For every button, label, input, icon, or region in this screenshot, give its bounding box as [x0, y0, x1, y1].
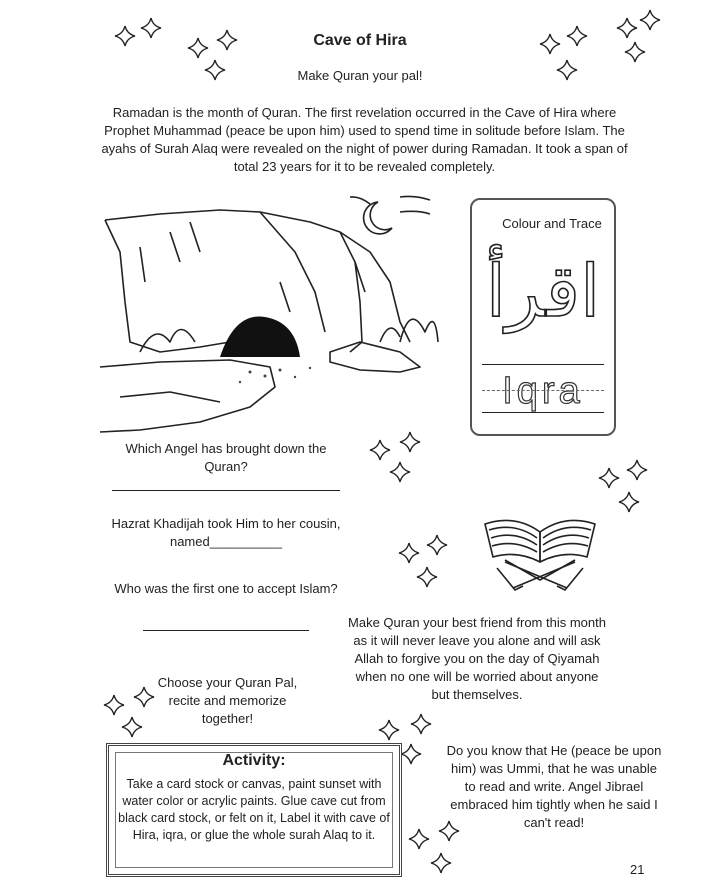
intro-paragraph: Ramadan is the month of Quran. The first revelation occurred in the Cave of Hira where Prophet Muhammad (peace be upon him) used to spend time in solitude before Islam. The ayahs of Surah Alaq were revealed on the night of power during Ramadan. It took a span of total 23 years for it to be revealed completely. [101, 105, 628, 174]
question-quran-pal: Choose your Quran Pal, recite and memorize together! [157, 675, 298, 726]
question-first-muslim: Who was the first one to accept Islam? [114, 581, 338, 596]
star-cluster-icon [595, 458, 655, 518]
ummi-note: Do you know that He (peace be upon him) was Ummi, that he was unable to read and write. Angel Jibrael embraced him tightly when he said I can't read! [446, 743, 662, 830]
answer-line-angel[interactable] [112, 490, 340, 491]
activity-body: Take a card stock or canvas, paint sunset with water color or acrylic paints. Glue cave cut from black card stock, or felt on it, Label it with cave of Hira, iqra, or glue the whole surah Alaq to it. [118, 777, 390, 842]
trace-card-title: Colour and Trace [502, 216, 602, 231]
quran-on-stand-icon [475, 512, 605, 592]
trace-dashed-line [482, 390, 604, 391]
activity-title: Activity: [222, 752, 286, 769]
trace-guide-line [482, 364, 604, 365]
cave-illustration [100, 192, 440, 432]
star-cluster-icon [535, 8, 665, 83]
activity-box [106, 743, 402, 877]
page-subtitle: Make Quran your pal! [297, 68, 423, 83]
question-cousin [110, 515, 342, 551]
colour-and-trace-card [470, 198, 616, 436]
star-cluster-icon [366, 430, 426, 485]
answer-line-first-muslim[interactable] [143, 630, 309, 631]
question-angel: Which Angel has brought down the Quran? [125, 441, 327, 474]
page-title: Cave of Hira [313, 32, 407, 49]
crescent-moon-icon [364, 202, 392, 234]
star-cluster-icon [105, 14, 245, 84]
trace-base-line [482, 412, 604, 413]
star-cluster-icon [395, 535, 455, 590]
quran-friend-note: Make Quran your best friend from this month as it will never leave you alone and will ask Allah to forgive you on the day of Qiyamah when no one will be worried about anyone but themselves. [348, 615, 606, 702]
page-number: 21 [630, 862, 645, 877]
trace-word: Iqra [502, 370, 584, 412]
arabic-word-outline: اقرأ [485, 249, 601, 333]
question-cousin-text: Hazrat Khadijah took Him to her cousin, named [111, 516, 341, 549]
answer-blank-cousin[interactable]: __________ [209, 534, 283, 549]
